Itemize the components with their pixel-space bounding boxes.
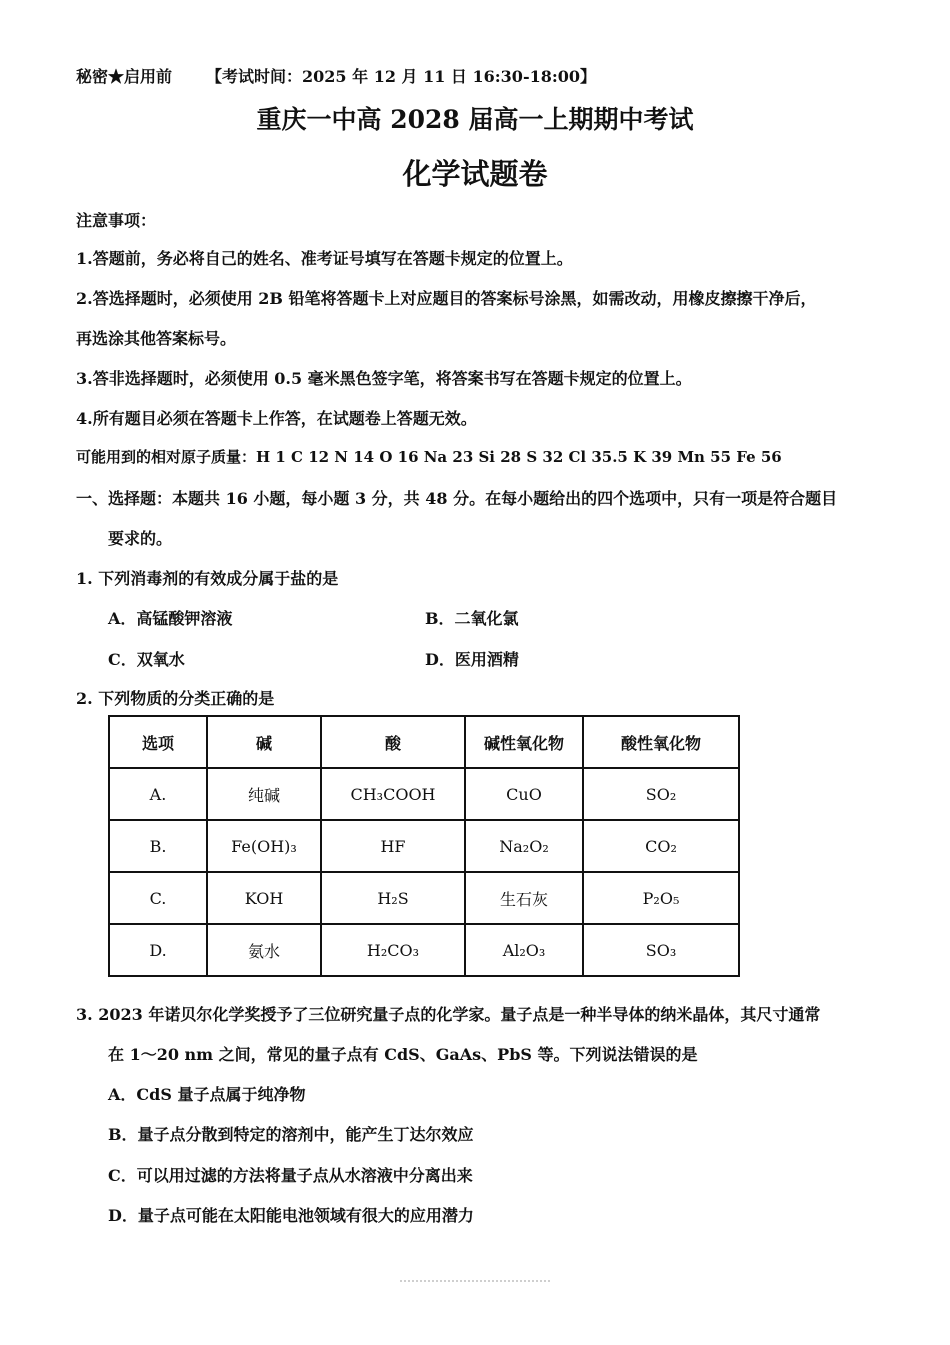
q3-option-c: C．可以用过滤的方法将量子点从水溶液中分离出来 xyxy=(108,1166,473,1185)
table-cell: B. xyxy=(109,820,207,872)
q1-stem: 1. 下列消毒剂的有效成分属于盐的是 xyxy=(76,569,339,588)
header-option: 选项 xyxy=(109,716,207,768)
table-row xyxy=(109,924,739,976)
notice-item-4: 4.所有题目必须在答题卡上作答，在试题卷上答题无效。 xyxy=(76,409,477,428)
notice-item-3: 3.答非选择题时，必须使用 0.5 毫米黑色签字笔，将答案书写在答题卡规定的位置上。 xyxy=(76,369,692,388)
q1-option-b: B．二氧化氯 xyxy=(425,609,519,628)
atomic-masses: 可能用到的相对原子质量：H 1 C 12 N 14 O 16 Na 23 Si 28 S 32 Cl 35.5 K 39 Mn 55 Fe 56 xyxy=(76,448,782,466)
secret-label: 秘密★启用前 xyxy=(76,67,173,86)
subject-title: 化学试题卷 xyxy=(402,157,548,191)
notice-heading: 注意事项： xyxy=(76,211,157,230)
q3-option-d: D．量子点可能在太阳能电池领域有很大的应用潜力 xyxy=(108,1206,474,1225)
table-cell: CuO xyxy=(465,768,583,820)
table-row xyxy=(109,768,739,820)
table-cell: Fe(OH)₃ xyxy=(207,820,321,872)
q3-stem-line1: 3. 2023 年诺贝尔化学奖授予了三位研究量子点的化学家。量子点是一种半导体的纳米晶体，其尺寸通常 xyxy=(76,1005,821,1024)
header-acidic-oxide: 酸性氧化物 xyxy=(583,716,739,768)
header-acid: 酸 xyxy=(321,716,465,768)
table-cell: H₂CO₃ xyxy=(321,924,465,976)
school-title: 重庆一中高 2028 届高一上期期中考试 xyxy=(256,105,694,134)
table-cell: KOH xyxy=(207,872,321,924)
q1-option-a: A．高锰酸钾溶液 xyxy=(108,609,233,628)
table-cell: CH₃COOH xyxy=(321,768,465,820)
header-base: 碱 xyxy=(207,716,321,768)
table-row xyxy=(109,872,739,924)
section1-line2: 要求的。 xyxy=(108,529,173,548)
exam-time: 【考试时间：2025 年 12 月 11 日 16:30-18:00】 xyxy=(206,67,597,86)
q3-option-a: A．CdS 量子点属于纯净物 xyxy=(108,1085,306,1104)
header-basic-oxide: 碱性氧化物 xyxy=(465,716,583,768)
table-cell: A. xyxy=(109,768,207,820)
q1-option-c: C．双氧水 xyxy=(108,650,185,669)
table-cell: Al₂O₃ xyxy=(465,924,583,976)
q2-stem: 2. 下列物质的分类正确的是 xyxy=(76,689,275,708)
header-line xyxy=(76,64,596,87)
table-cell: HF xyxy=(321,820,465,872)
table-cell: 生石灰 xyxy=(465,872,583,924)
table-cell: P₂O₅ xyxy=(583,872,739,924)
notice-item-2: 2.答选择题时，必须使用 2B 铅笔将答题卡上对应题目的答案标号涂黑，如需改动，用橡皮擦擦干净后， xyxy=(76,289,817,308)
notice-item-1: 1.答题前，务必将自己的姓名、准考证号填写在答题卡规定的位置上。 xyxy=(76,249,573,268)
table-cell: D. xyxy=(109,924,207,976)
table-header-row xyxy=(109,716,739,768)
table-cell: CO₂ xyxy=(583,820,739,872)
table-cell: H₂S xyxy=(321,872,465,924)
table-cell: SO₃ xyxy=(583,924,739,976)
table-cell: Na₂O₂ xyxy=(465,820,583,872)
page-footer-mark xyxy=(400,1280,550,1288)
classification-table xyxy=(108,715,740,977)
table-cell: C. xyxy=(109,872,207,924)
q1-option-d: D．医用酒精 xyxy=(425,650,519,669)
notice-item-2-cont: 再选涂其他答案标号。 xyxy=(76,329,237,348)
table-cell: 氨水 xyxy=(207,924,321,976)
table-cell: 纯碱 xyxy=(207,768,321,820)
q3-stem-line2: 在 1～20 nm 之间，常见的量子点有 CdS、GaAs、PbS 等。下列说法错误的是 xyxy=(108,1045,698,1064)
table-row xyxy=(109,820,739,872)
table-cell: SO₂ xyxy=(583,768,739,820)
section1-line1: 一、选择题：本题共 16 小题，每小题 3 分，共 48 分。在每小题给出的四个选项中，只有一项是符合题目 xyxy=(76,489,838,508)
q3-option-b: B．量子点分散到特定的溶剂中，能产生丁达尔效应 xyxy=(108,1125,474,1144)
